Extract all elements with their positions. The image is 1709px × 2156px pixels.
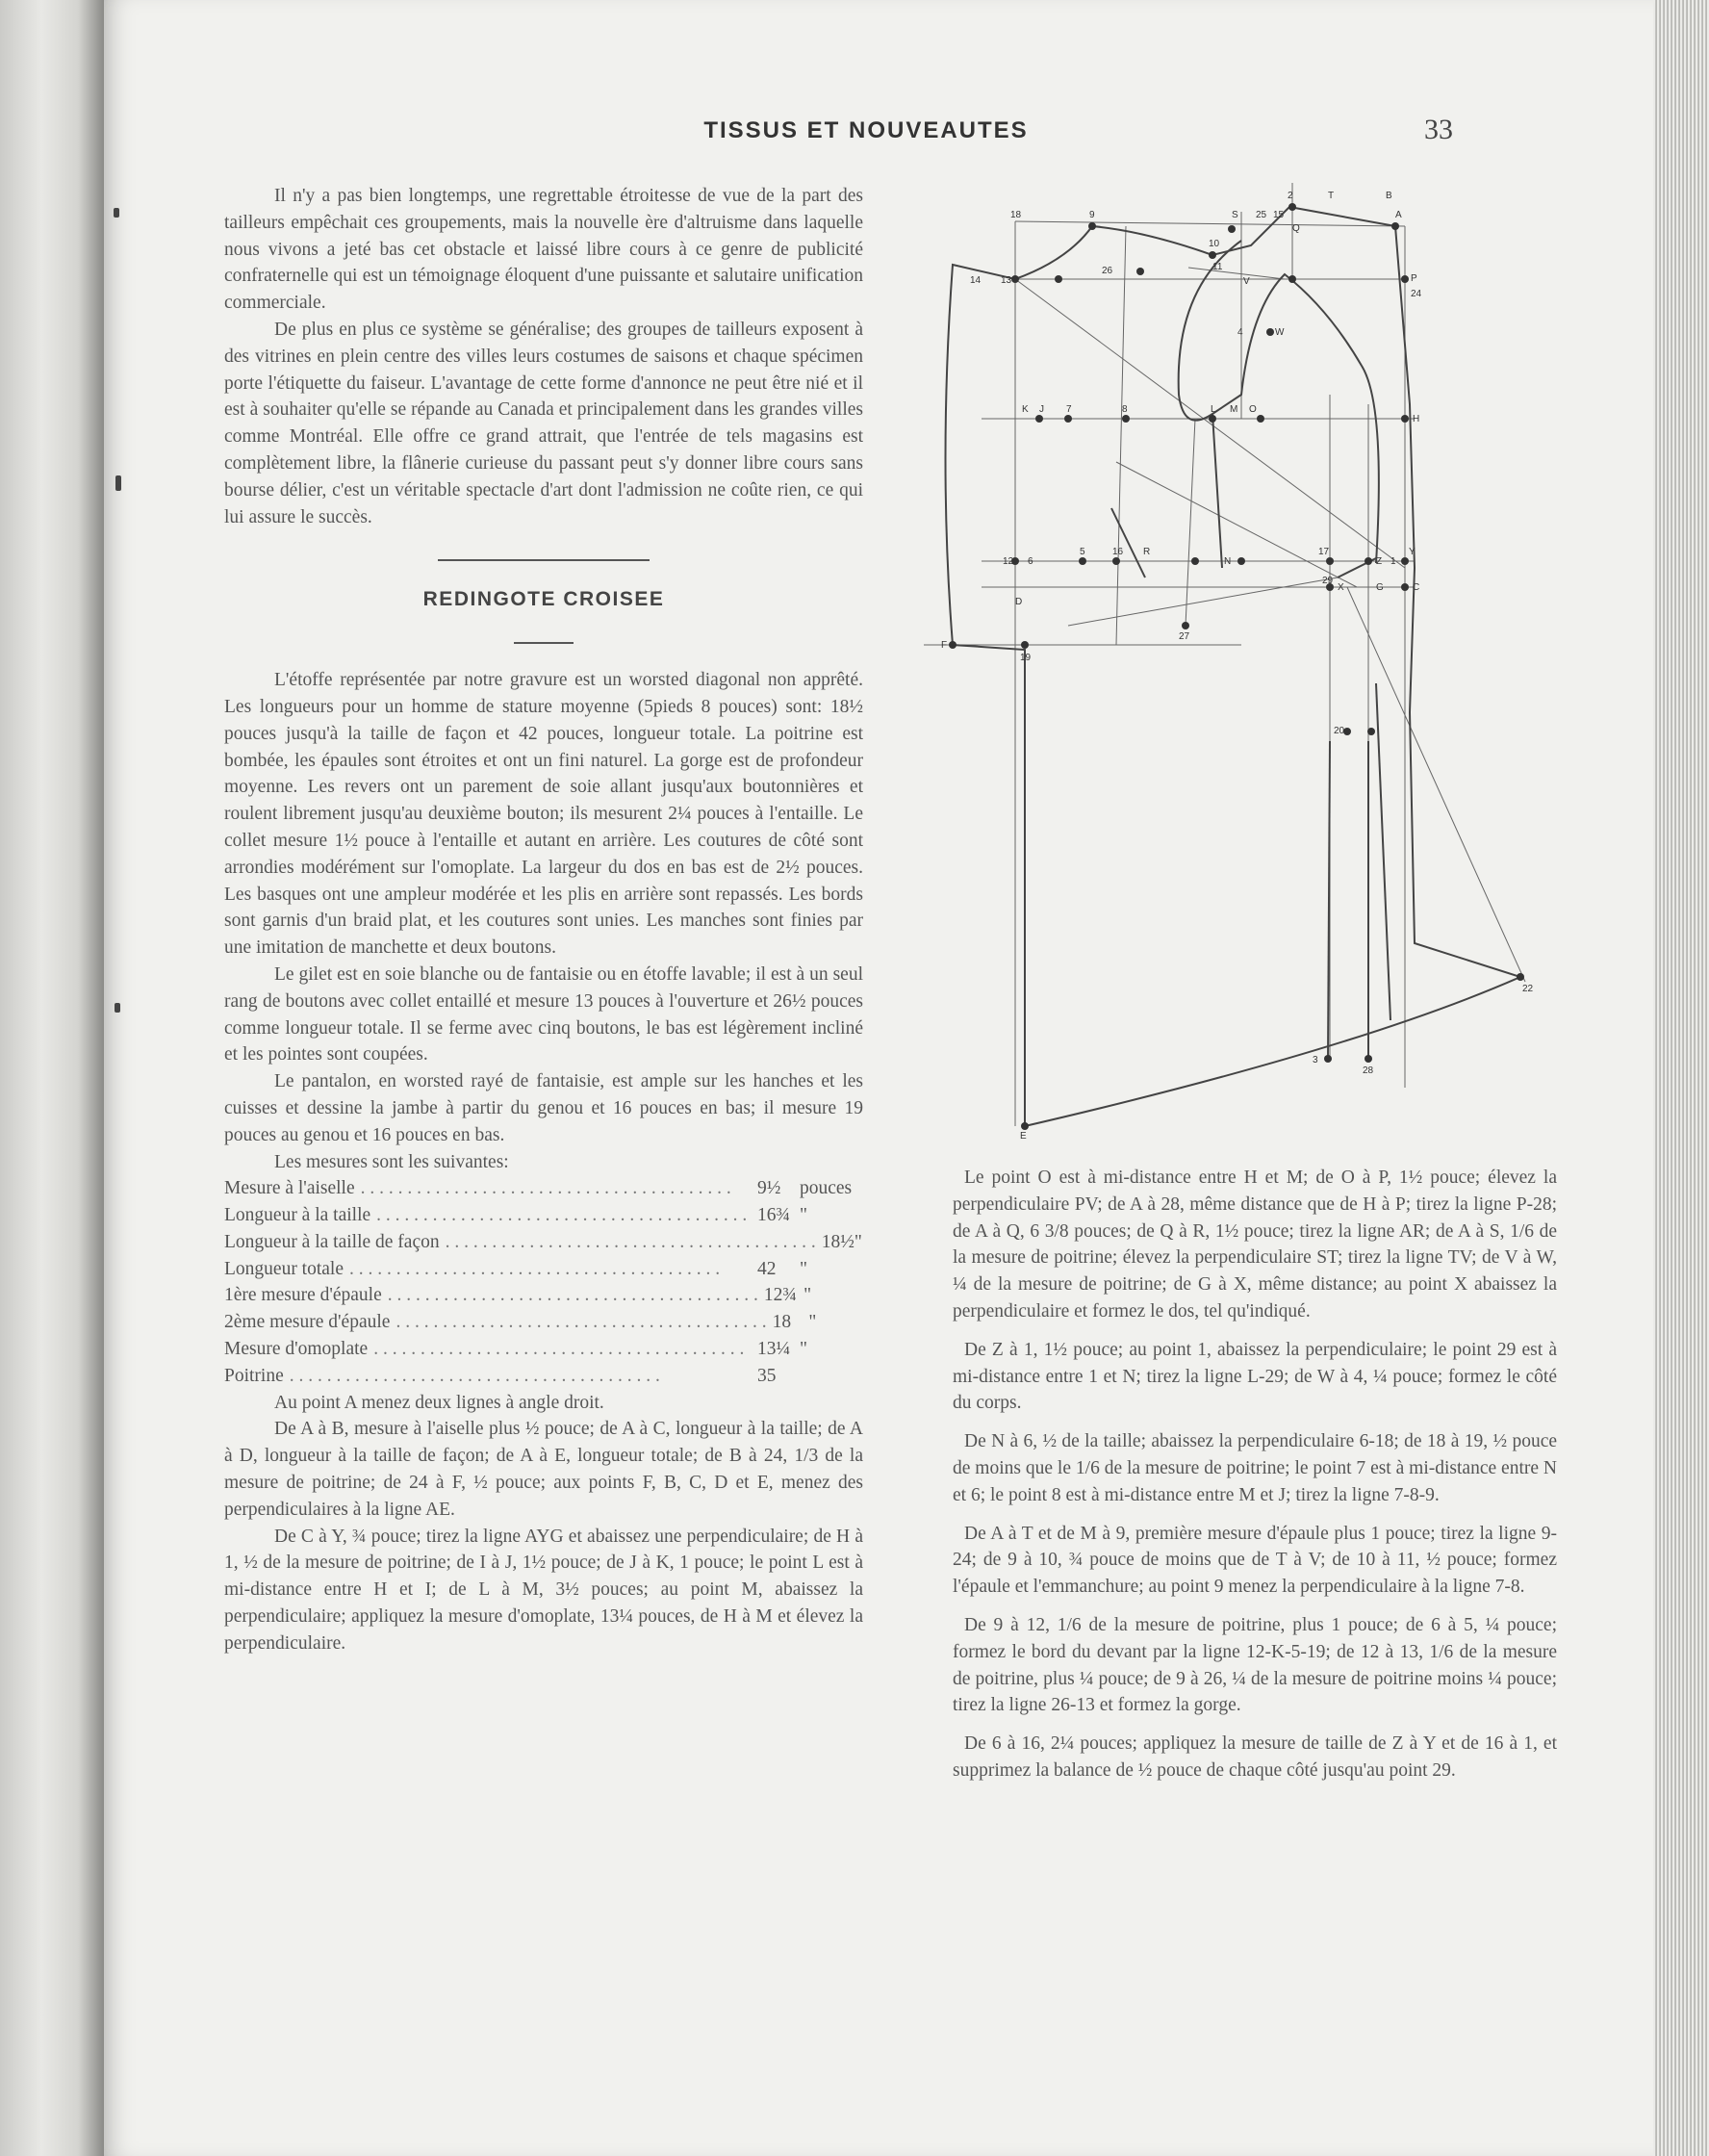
measurement-value: 18½	[821, 1231, 854, 1252]
diagram-label: 9	[1089, 210, 1095, 220]
measurement-row	[224, 1309, 863, 1336]
diagram-label: 17	[1318, 547, 1330, 557]
diagram-label: 29	[1322, 576, 1334, 586]
leader-dots: . . . . . . . . . . . . . . . . . . . . . . . . . . . . . . . . . . . . . . . .	[376, 1205, 748, 1226]
diagram-label: 6	[1028, 556, 1033, 567]
diagram-label: E	[1020, 1131, 1027, 1142]
diagram-label: 1	[1390, 556, 1396, 567]
diagram-label: T	[1328, 191, 1335, 201]
measurement-value: 13¼	[757, 1339, 791, 1360]
instruction-paragraph: Au point A menez deux lignes à angle droit.	[274, 1392, 604, 1413]
diagram-label: 8	[1122, 404, 1128, 415]
diagram-label: 18	[1010, 210, 1022, 220]
diagram-label: 12	[1003, 556, 1014, 567]
diagram-label: 16	[1112, 547, 1124, 557]
measurement-value: 12¾	[763, 1285, 798, 1306]
instruction-paragraph: De N à 6, ½ de la taille; abaissez la perpendiculaire 6-18; de 18 à 19, ½ pouce de moins que le 1/6 de la mesure de poitrine; le point 7 est à mi-distance entre N et 6; le point 8 est à mi-distance entre M et J; tirez la ligne 7-8-9.	[953, 1431, 1557, 1505]
measurement-value: 18	[772, 1312, 792, 1333]
diagram-label: 27	[1179, 631, 1190, 642]
diagram-label: Q	[1292, 223, 1300, 234]
diagram-label: D	[1015, 597, 1023, 607]
intro-paragraph: De plus en plus ce système se généralise; des groupes de tailleurs exposent à des vitrines en plein centre des villes leurs costumes de saisons et chaque spécimen porte l'étiquette du faiseur. L'avantage de cette forme d'annonce ne peut être nié et il est à souhaiter qu'elle se répande au Canada et principalement dans les grandes villes comme Montréal. Elle offre ce grand attrait, que l'entrée de tels magasins est complètement libre, la flânerie curieuse du passant peut s'y donner libre cours sans bourse délier, c'est un véritable spectacle d'art dont l'admission ne coûte rien, ce qui lui assure le succès.	[224, 319, 863, 527]
margin-mark	[115, 1003, 120, 1013]
article-paragraph: L'étoffe représentée par notre gravure est un worsted diagonal non apprêté. Les longueurs pour un homme de stature moyenne (5pieds 8 pouces) sont: 18½ pouces jusqu'à la taille de façon et 42 pouces, longueur totale. La poitrine est bombée, les épaules sont étroites et ont un fini naturel. La gorge est de profondeur moyenne. Les revers ont un parement de soie allant jusqu'aux boutonnières et roulent librement jusqu'au deuxième bouton; ils mesurent 2¼ pouces à l'entaille. Le collet mesure 1½ pouce à l'entaille et autant en arrière. Les coutures de côté sont arrondies modérément sur l'omoplate. La largeur du dos en bas est de 2½ pouces. Les basques ont une ampleur modérée et les plis en arrière sont repassés. Les bords sont garnis d'un braid plat, et les coutures sont unies. Les manches sont finies par une imitation de manchette et deux boutons.	[224, 670, 863, 959]
leader-dots: . . . . . . . . . . . . . . . . . . . . . . . . . . . . . . . . . . . . . . . .	[395, 1312, 767, 1333]
diagram-label: L	[1211, 404, 1216, 415]
previous-page-edge	[0, 0, 104, 2156]
diagram-label: 14	[970, 275, 982, 286]
running-header: TISSUS ET NOUVEAUTES	[703, 117, 1029, 143]
article-paragraph: Le gilet est en soie blanche ou de fantaisie ou en étoffe lavable; il est à un seul rang de boutons avec collet entaillé et mesure 13 pouces à l'ouverture et 26½ pouces comme longueur totale. Il se ferme avec cinq boutons, le bas est légèrement incliné et les pointes sont coupées.	[224, 963, 863, 1065]
intro-paragraph: Il n'y a pas bien longtemps, une regrettable étroitesse de vue de la part des tailleurs empêchait ces groupements, mais la nouvelle ère d'altruisme dans laquelle nous vivons a jeté bas cet obstacle et laissé libre cours à ce genre de publicité confraternelle qui est un témoignage éloquent d'une puissante et salutaire unification commerciale.	[224, 186, 863, 314]
measurement-row	[224, 1363, 863, 1390]
diagram-label: 10	[1209, 239, 1220, 249]
diagram-label: 13	[1001, 275, 1012, 286]
measurement-label: Longueur à la taille de façon	[224, 1231, 440, 1252]
instruction-paragraph: De A à T et de M à 9, première mesure d'épaule plus 1 pouce; tirez la ligne 9-24; de 9 à 10, ¾ pouce de moins que de T à V; de 10 à 11, ½ pouce; formez l'épaule et l'emmanchure; au point 9 menez la perpendiculaire à la ligne 7-8.	[953, 1523, 1557, 1598]
instruction-paragraph: De Z à 1, 1½ pouce; au point 1, abaissez la perpendiculaire; le point 29 est à mi-distance entre 1 et N; tirez la ligne L-29; de W à 4, ¼ pouce; formez le côté du corps.	[953, 1339, 1557, 1414]
measurement-label: 1ère mesure d'épaule	[224, 1285, 382, 1306]
measurement-value: 42	[757, 1258, 777, 1279]
measurement-label: Longueur totale	[224, 1258, 344, 1279]
measurement-label: Poitrine	[224, 1365, 284, 1386]
title-underline	[514, 642, 574, 644]
measurement-row	[224, 1256, 863, 1283]
measurement-unit: "	[800, 1258, 807, 1279]
diagram-label: K	[1022, 404, 1029, 415]
diagram-label: A	[1395, 210, 1402, 220]
measurement-label: Mesure à l'aiselle	[224, 1178, 355, 1199]
leader-dots: . . . . . . . . . . . . . . . . . . . . . . . . . . . . . . . . . . . . . . . .	[445, 1231, 816, 1252]
diagram-label: 22	[1522, 984, 1534, 994]
measurement-row	[224, 1336, 863, 1363]
diagram-label: G	[1376, 582, 1384, 593]
margin-mark	[115, 475, 121, 491]
diagram-label: O	[1249, 404, 1257, 415]
diagram-label: P	[1411, 273, 1417, 284]
diagram-label: 4	[1237, 327, 1243, 338]
diagram-label: B	[1386, 191, 1392, 201]
diagram-label: C	[1413, 582, 1420, 593]
diagram-label: 28	[1363, 1065, 1374, 1076]
diagram-label: 20	[1334, 726, 1345, 736]
left-column	[224, 183, 863, 1657]
leader-dots: . . . . . . . . . . . . . . . . . . . . . . . . . . . . . . . . . . . . . . . .	[349, 1258, 721, 1279]
diagram-label: Z	[1376, 556, 1383, 567]
diagram-label: N	[1224, 556, 1232, 567]
diagram-label: 15	[1273, 210, 1285, 220]
article-paragraph: Les mesures sont les suivantes:	[274, 1151, 509, 1172]
measurement-unit: pouces	[800, 1178, 853, 1199]
diagram-label: X	[1338, 582, 1344, 593]
coat-pattern-diagram	[924, 173, 1549, 1142]
measurement-unit: "	[800, 1205, 807, 1226]
diagram-label: 5	[1080, 547, 1085, 557]
diagram-label: H	[1413, 414, 1420, 424]
diagram-label: 25	[1256, 210, 1267, 220]
diagram-label: S	[1232, 210, 1238, 220]
diagram-label: F	[941, 640, 948, 651]
section-divider	[438, 559, 650, 561]
leader-dots: . . . . . . . . . . . . . . . . . . . . . . . . . . . . . . . . . . . . . . . .	[360, 1178, 731, 1199]
measurement-table	[224, 1175, 863, 1389]
section-title: REDINGOTE CROISEE	[422, 588, 665, 611]
measurement-row	[224, 1282, 863, 1309]
measurement-row	[224, 1202, 863, 1229]
right-column	[953, 1165, 1557, 1796]
measurement-value: 16¾	[757, 1205, 791, 1226]
leader-dots: . . . . . . . . . . . . . . . . . . . . . . . . . . . . . . . . . . . . . . . .	[289, 1365, 660, 1386]
article-paragraph: Le pantalon, en worsted rayé de fantaisie, est ample sur les hanches et les cuisses et dessine la jambe à partir du genou et 16 pouces en bas; il mesure 19 pouces au genou et 16 pouces en bas.	[224, 1071, 863, 1145]
diagram-label: 26	[1102, 266, 1113, 276]
page-stack-edges	[1653, 0, 1709, 2156]
instruction-paragraph: De 9 à 12, 1/6 de la mesure de poitrine, plus 1 pouce; de 6 à 5, ¼ pouce; formez le bord du devant par la ligne 12-K-5-19; de 12 à 13, 1/6 de la mesure de poitrine, plus ¼ pouce; de 9 à 26, ¼ de la mesure de poitrine moins ¼ pouce; tirez la ligne 26-13 et formez la gorge.	[953, 1614, 1557, 1716]
measurement-row	[224, 1175, 863, 1202]
measurement-unit: "	[808, 1312, 817, 1333]
measurement-unit: "	[803, 1285, 812, 1306]
diagram-label: 2	[1288, 191, 1293, 201]
instruction-paragraph: Le point O est à mi-distance entre H et M; de O à P, 1½ pouce; élevez la perpendiculaire PV; de A à 28, même distance que de H à P; tirez la ligne P-28; de A à Q, 6 3/8 pouces; de Q à R, 1½ pouce; tirez la ligne AR; de A à S, 1/6 de la mesure de poitrine; élevez la perpendiculaire ST; tirez la ligne TV; de V à W, ¼ de la mesure de poitrine; de G à X, même distance; au point X abaissez la perpendiculaire et formez le dos, tel qu'indiqué.	[953, 1168, 1557, 1322]
instruction-paragraph: De 6 à 16, 2¼ pouces; appliquez la mesure de taille de Z à Y et de 16 à 1, et supprimez la balance de ½ pouce de chaque côté jusqu'au point 29.	[953, 1733, 1557, 1781]
diagram-label: 3	[1313, 1055, 1318, 1065]
diagram-label: R	[1143, 547, 1151, 557]
measurement-unit: "	[800, 1339, 807, 1360]
margin-mark	[114, 208, 119, 218]
measurement-label: 2ème mesure d'épaule	[224, 1312, 391, 1333]
diagram-label: J	[1039, 404, 1044, 415]
diagram-label: V	[1243, 276, 1250, 287]
diagram-label: 7	[1066, 404, 1072, 415]
measurement-value: 9½	[757, 1178, 781, 1199]
instruction-paragraph: De C à Y, ¾ pouce; tirez la ligne AYG et abaissez une perpendiculaire; de H à 1, ½ de la mesure de poitrine; de I à J, 1½ pouce; de J à K, 1 pouce; le point L est à mi-distance entre H et I; de L à M, 3½ pouces; au point M, abaissez la perpendiculaire; appliquez la mesure d'omoplate, 13¼ pouces, de H à M et élevez la perpendiculaire.	[224, 1526, 863, 1654]
diagram-label: 24	[1411, 289, 1422, 299]
diagram-label: 19	[1020, 653, 1032, 663]
diagram-label: Y	[1409, 547, 1416, 557]
diagram-label: M	[1230, 404, 1238, 415]
measurement-row	[224, 1229, 863, 1256]
diagram-label: 11	[1212, 262, 1223, 272]
measurement-label: Mesure d'omoplate	[224, 1339, 369, 1360]
diagram-label: W	[1275, 327, 1285, 338]
instruction-paragraph: De A à B, mesure à l'aiselle plus ½ pouce; de A à C, longueur à la taille; de A à D, longueur à la taille de façon; de A à E, longueur totale; de B à 24, 1/3 de la mesure de poitrine; de 24 à F, ½ pouce; aux points F, B, C, D et E, menez des perpendiculaires à la ligne AE.	[224, 1419, 863, 1520]
leader-dots: . . . . . . . . . . . . . . . . . . . . . . . . . . . . . . . . . . . . . . . .	[387, 1285, 758, 1306]
leader-dots: . . . . . . . . . . . . . . . . . . . . . . . . . . . . . . . . . . . . . . . .	[373, 1339, 745, 1360]
page-number: 33	[1424, 114, 1453, 145]
measurement-unit: "	[854, 1231, 862, 1252]
measurement-value: 35	[757, 1365, 777, 1386]
measurement-label: Longueur à la taille	[224, 1205, 371, 1226]
